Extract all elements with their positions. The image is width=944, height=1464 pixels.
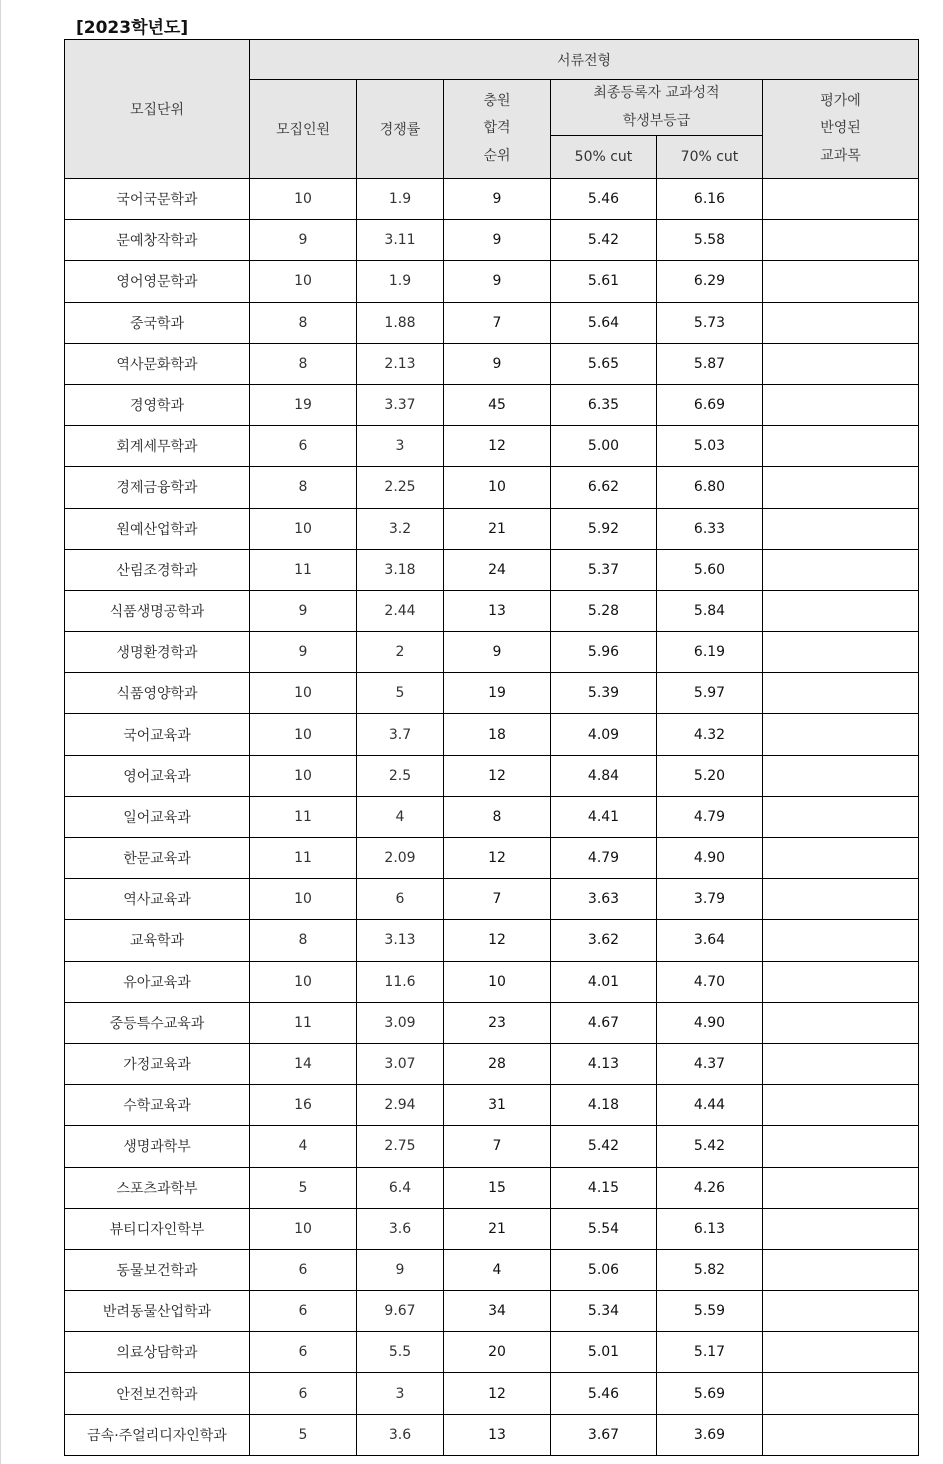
- cell-department: 생명환경학과: [65, 632, 250, 673]
- cell-subjects: [763, 920, 919, 961]
- cell-department: 일어교육과: [65, 796, 250, 837]
- table-row: [65, 1414, 919, 1455]
- cell-subjects: [763, 343, 919, 384]
- cell-competition: 2: [357, 632, 444, 673]
- cell-cut70: 4.90: [657, 1002, 763, 1043]
- cell-rank: 12: [444, 426, 551, 467]
- cell-cut70: 6.13: [657, 1208, 763, 1249]
- table-row: [65, 549, 919, 590]
- cell-cut70: 5.73: [657, 302, 763, 343]
- cell-competition: 3: [357, 1373, 444, 1414]
- table-row: [65, 755, 919, 796]
- cell-quota: 8: [250, 343, 357, 384]
- table-row: [65, 343, 919, 384]
- cell-cut50: 5.06: [551, 1249, 657, 1290]
- cell-department: 경영학과: [65, 384, 250, 425]
- cell-rank: 23: [444, 1002, 551, 1043]
- cell-cut70: 4.70: [657, 961, 763, 1002]
- cell-department: 산림조경학과: [65, 549, 250, 590]
- cell-cut70: 4.79: [657, 796, 763, 837]
- cell-quota: 19: [250, 384, 357, 425]
- cell-competition: 6.4: [357, 1167, 444, 1208]
- table-row: [65, 879, 919, 920]
- cell-competition: 3.37: [357, 384, 444, 425]
- cell-rank: 7: [444, 1126, 551, 1167]
- cell-cut70: 6.29: [657, 261, 763, 302]
- header-rank-line: 합격: [483, 120, 511, 137]
- cell-rank: 31: [444, 1085, 551, 1126]
- cell-competition: 3.7: [357, 714, 444, 755]
- cell-competition: 5: [357, 673, 444, 714]
- cell-quota: 6: [250, 1332, 357, 1373]
- cell-rank: 10: [444, 467, 551, 508]
- cell-rank: 8: [444, 796, 551, 837]
- cell-competition: 3.13: [357, 920, 444, 961]
- cell-quota: 10: [250, 179, 357, 220]
- cell-cut50: 4.13: [551, 1043, 657, 1084]
- cell-subjects: [763, 1414, 919, 1455]
- header-cut70: 70% cut: [657, 136, 763, 179]
- cell-cut70: 5.03: [657, 426, 763, 467]
- cell-quota: 6: [250, 1291, 357, 1332]
- cell-cut70: 4.44: [657, 1085, 763, 1126]
- cell-competition: 5.5: [357, 1332, 444, 1373]
- cell-quota: 8: [250, 920, 357, 961]
- cell-rank: 45: [444, 384, 551, 425]
- cell-rank: 21: [444, 508, 551, 549]
- cell-cut50: 5.42: [551, 220, 657, 261]
- cell-quota: 11: [250, 549, 357, 590]
- cell-cut50: 4.18: [551, 1085, 657, 1126]
- cell-quota: 5: [250, 1414, 357, 1455]
- cell-cut70: 4.26: [657, 1167, 763, 1208]
- cell-subjects: [763, 1373, 919, 1414]
- cell-rank: 12: [444, 755, 551, 796]
- cell-cut50: 5.46: [551, 1373, 657, 1414]
- cell-rank: 13: [444, 1414, 551, 1455]
- cell-quota: 9: [250, 590, 357, 631]
- cell-department: 뷰티디자인학부: [65, 1208, 250, 1249]
- cell-department: 의료상담학과: [65, 1332, 250, 1373]
- table-row: [65, 179, 919, 220]
- cell-cut50: 4.84: [551, 755, 657, 796]
- cell-subjects: [763, 426, 919, 467]
- cell-subjects: [763, 673, 919, 714]
- cell-competition: 9.67: [357, 1291, 444, 1332]
- cell-subjects: [763, 1291, 919, 1332]
- page-title: [2023학년도]: [76, 18, 189, 38]
- header-subjects: [763, 80, 919, 179]
- cell-subjects: [763, 179, 919, 220]
- cell-cut50: 5.28: [551, 590, 657, 631]
- header-rank: [444, 80, 551, 179]
- cell-department: 식품영양학과: [65, 673, 250, 714]
- table-row: [65, 1002, 919, 1043]
- table-row: [65, 508, 919, 549]
- table-row: [65, 1373, 919, 1414]
- cell-rank: 9: [444, 179, 551, 220]
- header-rank-line: 충원: [483, 92, 511, 109]
- table-row: [65, 467, 919, 508]
- cell-department: 영어영문학과: [65, 261, 250, 302]
- cell-subjects: [763, 838, 919, 879]
- cell-competition: 3.6: [357, 1414, 444, 1455]
- header-document-screening: 서류전형: [250, 40, 919, 80]
- cell-cut70: 4.32: [657, 714, 763, 755]
- cell-cut70: 5.82: [657, 1249, 763, 1290]
- table-row: [65, 920, 919, 961]
- table-row: [65, 714, 919, 755]
- cell-cut70: 5.42: [657, 1126, 763, 1167]
- cell-cut50: 5.46: [551, 179, 657, 220]
- table-body: [65, 179, 919, 1456]
- table-row: [65, 590, 919, 631]
- cell-cut70: 6.16: [657, 179, 763, 220]
- cell-cut70: 6.33: [657, 508, 763, 549]
- cell-quota: 6: [250, 1373, 357, 1414]
- cell-cut50: 5.64: [551, 302, 657, 343]
- cell-department: 문예창작학과: [65, 220, 250, 261]
- cell-cut70: 5.20: [657, 755, 763, 796]
- cell-rank: 18: [444, 714, 551, 755]
- cell-department: 수학교육과: [65, 1085, 250, 1126]
- cell-subjects: [763, 590, 919, 631]
- cell-cut70: 5.87: [657, 343, 763, 384]
- table-row: [65, 796, 919, 837]
- header-competition: 경쟁률: [357, 80, 444, 179]
- cell-competition: 2.94: [357, 1085, 444, 1126]
- table-row: [65, 1332, 919, 1373]
- cell-subjects: [763, 1208, 919, 1249]
- cell-quota: 9: [250, 220, 357, 261]
- cell-subjects: [763, 261, 919, 302]
- cell-department: 유아교육과: [65, 961, 250, 1002]
- cell-cut50: 5.92: [551, 508, 657, 549]
- cell-cut50: 5.96: [551, 632, 657, 673]
- cell-department: 한문교육과: [65, 838, 250, 879]
- table-row: [65, 632, 919, 673]
- cell-cut70: 5.17: [657, 1332, 763, 1373]
- cell-rank: 21: [444, 1208, 551, 1249]
- cell-competition: 3.09: [357, 1002, 444, 1043]
- cell-competition: 3.11: [357, 220, 444, 261]
- header-cut50: 50% cut: [551, 136, 657, 179]
- admissions-table: [64, 39, 919, 1456]
- cell-cut50: 6.35: [551, 384, 657, 425]
- cell-subjects: [763, 1332, 919, 1373]
- cell-rank: 13: [444, 590, 551, 631]
- cell-rank: 4: [444, 1249, 551, 1290]
- cell-quota: 5: [250, 1167, 357, 1208]
- cell-competition: 9: [357, 1249, 444, 1290]
- table-row: [65, 1043, 919, 1084]
- cell-rank: 34: [444, 1291, 551, 1332]
- cell-subjects: [763, 961, 919, 1002]
- cell-cut70: 5.59: [657, 1291, 763, 1332]
- cell-competition: 3: [357, 426, 444, 467]
- cell-department: 동물보건학과: [65, 1249, 250, 1290]
- table-row: [65, 1291, 919, 1332]
- table-row: [65, 384, 919, 425]
- cell-subjects: [763, 508, 919, 549]
- header-grade-line: 최종등록자 교과성적: [593, 85, 720, 101]
- cell-rank: 9: [444, 220, 551, 261]
- cell-competition: 2.75: [357, 1126, 444, 1167]
- cell-subjects: [763, 1167, 919, 1208]
- cell-subjects: [763, 1002, 919, 1043]
- cell-cut50: 5.65: [551, 343, 657, 384]
- cell-competition: 6: [357, 879, 444, 920]
- cell-quota: 14: [250, 1043, 357, 1084]
- cell-department: 안전보건학과: [65, 1373, 250, 1414]
- table-row: [65, 1126, 919, 1167]
- cell-quota: 10: [250, 879, 357, 920]
- cell-competition: 3.07: [357, 1043, 444, 1084]
- cell-quota: 10: [250, 755, 357, 796]
- cell-department: 생명과학부: [65, 1126, 250, 1167]
- header-quota: 모집인원: [250, 80, 357, 179]
- cell-quota: 8: [250, 467, 357, 508]
- header-grade: [551, 80, 763, 136]
- cell-subjects: [763, 384, 919, 425]
- cell-rank: 12: [444, 1373, 551, 1414]
- cell-cut70: 5.97: [657, 673, 763, 714]
- cell-subjects: [763, 879, 919, 920]
- cell-cut50: 3.63: [551, 879, 657, 920]
- header-subjects-line: 교과목: [820, 147, 861, 164]
- cell-cut70: 5.84: [657, 590, 763, 631]
- cell-department: 국어교육과: [65, 714, 250, 755]
- cell-competition: 1.9: [357, 179, 444, 220]
- cell-cut50: 5.01: [551, 1332, 657, 1373]
- cell-quota: 10: [250, 508, 357, 549]
- cell-department: 국어국문학과: [65, 179, 250, 220]
- cell-quota: 6: [250, 426, 357, 467]
- cell-rank: 28: [444, 1043, 551, 1084]
- cell-cut50: 4.01: [551, 961, 657, 1002]
- cell-department: 영어교육과: [65, 755, 250, 796]
- table-row: [65, 1085, 919, 1126]
- cell-rank: 9: [444, 343, 551, 384]
- cell-cut70: 6.19: [657, 632, 763, 673]
- cell-department: 반려동물산업학과: [65, 1291, 250, 1332]
- cell-department: 금속·주얼리디자인학과: [65, 1414, 250, 1455]
- header-unit: 모집단위: [65, 40, 250, 179]
- table-row: [65, 261, 919, 302]
- cell-competition: 3.2: [357, 508, 444, 549]
- cell-quota: 8: [250, 302, 357, 343]
- cell-competition: 2.44: [357, 590, 444, 631]
- cell-cut70: 5.58: [657, 220, 763, 261]
- cell-department: 역사교육과: [65, 879, 250, 920]
- cell-department: 중국학과: [65, 302, 250, 343]
- left-page-edge: [0, 0, 1, 1464]
- cell-competition: 1.88: [357, 302, 444, 343]
- header-subjects-line: 반영된: [820, 120, 861, 137]
- cell-cut50: 4.09: [551, 714, 657, 755]
- cell-rank: 9: [444, 632, 551, 673]
- cell-quota: 16: [250, 1085, 357, 1126]
- cell-rank: 7: [444, 302, 551, 343]
- cell-cut70: 3.69: [657, 1414, 763, 1455]
- cell-cut50: 3.67: [551, 1414, 657, 1455]
- cell-subjects: [763, 796, 919, 837]
- cell-quota: 6: [250, 1249, 357, 1290]
- cell-rank: 24: [444, 549, 551, 590]
- cell-competition: 2.09: [357, 838, 444, 879]
- cell-quota: 9: [250, 632, 357, 673]
- cell-cut70: 4.37: [657, 1043, 763, 1084]
- cell-cut70: 5.60: [657, 549, 763, 590]
- cell-rank: 19: [444, 673, 551, 714]
- table-row: [65, 1167, 919, 1208]
- cell-quota: 10: [250, 1208, 357, 1249]
- table-row: [65, 838, 919, 879]
- cell-quota: 11: [250, 1002, 357, 1043]
- cell-department: 역사문화학과: [65, 343, 250, 384]
- header-subjects-line: 평가에: [820, 92, 861, 109]
- cell-rank: 7: [444, 879, 551, 920]
- cell-rank: 20: [444, 1332, 551, 1373]
- cell-cut50: 4.67: [551, 1002, 657, 1043]
- cell-cut50: 4.15: [551, 1167, 657, 1208]
- cell-rank: 9: [444, 261, 551, 302]
- table-row: [65, 220, 919, 261]
- cell-department: 스포츠과학부: [65, 1167, 250, 1208]
- cell-cut50: 5.34: [551, 1291, 657, 1332]
- cell-competition: 11.6: [357, 961, 444, 1002]
- cell-department: 식품생명공학과: [65, 590, 250, 631]
- cell-subjects: [763, 755, 919, 796]
- cell-quota: 11: [250, 796, 357, 837]
- cell-competition: 3.18: [357, 549, 444, 590]
- cell-cut70: 6.80: [657, 467, 763, 508]
- cell-competition: 2.25: [357, 467, 444, 508]
- cell-subjects: [763, 549, 919, 590]
- cell-subjects: [763, 1126, 919, 1167]
- cell-department: 원예산업학과: [65, 508, 250, 549]
- table-row: [65, 961, 919, 1002]
- cell-subjects: [763, 632, 919, 673]
- table-row: [65, 673, 919, 714]
- cell-subjects: [763, 1043, 919, 1084]
- table-header: [65, 40, 919, 179]
- cell-cut50: 5.54: [551, 1208, 657, 1249]
- cell-cut70: 4.90: [657, 838, 763, 879]
- header-grade-line: 학생부등급: [622, 112, 691, 129]
- cell-competition: 4: [357, 796, 444, 837]
- cell-cut70: 6.69: [657, 384, 763, 425]
- table-row: [65, 426, 919, 467]
- cell-competition: 1.9: [357, 261, 444, 302]
- cell-cut50: 4.41: [551, 796, 657, 837]
- cell-subjects: [763, 467, 919, 508]
- cell-subjects: [763, 220, 919, 261]
- cell-quota: 10: [250, 714, 357, 755]
- cell-rank: 15: [444, 1167, 551, 1208]
- cell-department: 교육학과: [65, 920, 250, 961]
- cell-cut50: 5.42: [551, 1126, 657, 1167]
- cell-quota: 10: [250, 961, 357, 1002]
- cell-quota: 10: [250, 673, 357, 714]
- cell-cut50: 5.00: [551, 426, 657, 467]
- cell-cut50: 3.62: [551, 920, 657, 961]
- cell-department: 중등특수교육과: [65, 1002, 250, 1043]
- table-row: [65, 1208, 919, 1249]
- cell-cut70: 3.79: [657, 879, 763, 920]
- cell-cut50: 4.79: [551, 838, 657, 879]
- cell-quota: 10: [250, 261, 357, 302]
- cell-rank: 12: [444, 920, 551, 961]
- cell-competition: 3.6: [357, 1208, 444, 1249]
- cell-cut50: 5.61: [551, 261, 657, 302]
- cell-department: 경제금융학과: [65, 467, 250, 508]
- cell-competition: 2.13: [357, 343, 444, 384]
- cell-rank: 12: [444, 838, 551, 879]
- cell-quota: 4: [250, 1126, 357, 1167]
- cell-cut70: 5.69: [657, 1373, 763, 1414]
- cell-cut50: 5.37: [551, 549, 657, 590]
- cell-subjects: [763, 302, 919, 343]
- cell-subjects: [763, 1085, 919, 1126]
- cell-cut70: 3.64: [657, 920, 763, 961]
- cell-quota: 11: [250, 838, 357, 879]
- cell-rank: 10: [444, 961, 551, 1002]
- cell-cut50: 5.39: [551, 673, 657, 714]
- table-row: [65, 1249, 919, 1290]
- cell-department: 회계세무학과: [65, 426, 250, 467]
- header-rank-line: 순위: [483, 147, 511, 164]
- cell-department: 가정교육과: [65, 1043, 250, 1084]
- cell-competition: 2.5: [357, 755, 444, 796]
- cell-subjects: [763, 714, 919, 755]
- table-row: [65, 302, 919, 343]
- cell-cut50: 6.62: [551, 467, 657, 508]
- cell-subjects: [763, 1249, 919, 1290]
